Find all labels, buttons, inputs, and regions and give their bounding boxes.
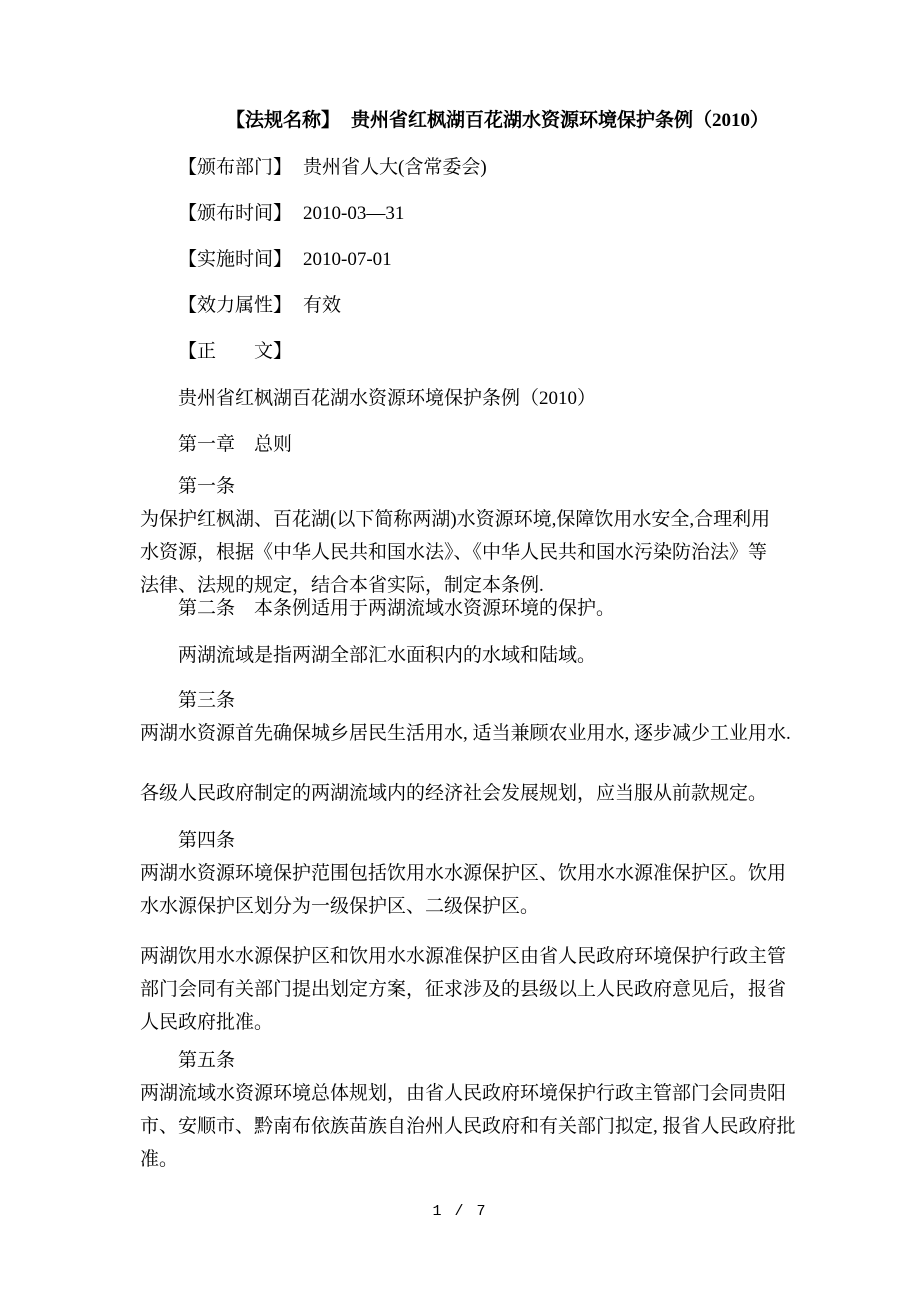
text-line: 第二条 本条例适用于两湖流域水资源环境的保护。: [140, 598, 616, 619]
document-title: [140, 104, 769, 138]
article-5: [140, 1044, 796, 1176]
text-line: 两湖水资源首先确保城乡居民生活用水, 适当兼顾农业用水, 逐步减少工业用水.: [140, 723, 791, 744]
text-line: 各级人民政府制定的两湖流域内的经济社会发展规划，应当服从前款规定。: [140, 783, 768, 804]
text-line: 部门会同有关部门提出划定方案，征求涉及的县级以上人民政府意见后，报省: [140, 979, 787, 1000]
text-line: 两湖水资源环境保护范围包括饮用水水源保护区、饮用水水源准保护区。饮用: [140, 863, 787, 884]
document-title-text: 贵州省红枫湖百花湖水资源环境保护条例（2010）: [351, 110, 770, 131]
text-line: 第三条: [140, 690, 236, 711]
text-line: 市、安顺市、黔南布依族苗族自治州人民政府和有关部门拟定, 报省人民政府批: [140, 1116, 796, 1137]
text-line: 人民政府批准。: [140, 1012, 274, 1033]
meta-row-main-text-marker: [140, 336, 303, 368]
meta-label: 【实施时间】: [178, 249, 293, 270]
chapter-1-heading: [140, 428, 790, 461]
text-line: 贵州省红枫湖百花湖水资源环境保护条例（2010）: [140, 388, 597, 409]
text-line: 两湖流域水资源环境总体规划，由省人民政府环境保护行政主管部门会同贵阳: [140, 1083, 787, 1104]
document-title-label: 【法规名称】: [226, 110, 341, 131]
article-1: [140, 470, 790, 602]
text-line: 第一章 总则: [140, 434, 293, 455]
text-line: 准。: [140, 1149, 179, 1170]
text-line: 法律、法规的规定，结合本省实际，制定本条例.: [140, 575, 544, 596]
meta-value: 2010-07-01: [303, 249, 392, 270]
article-4-paragraph-2: [140, 940, 790, 1039]
article-3: [140, 684, 790, 750]
article-4: [140, 824, 790, 923]
article-2: [140, 592, 790, 625]
article-2-paragraph-2: [140, 639, 790, 672]
text-line: 水资源，根据《中华人民共和国水法》、《中华人民共和国水污染防治法》等: [140, 542, 768, 563]
meta-value: 2010-03—31: [303, 203, 405, 224]
meta-label: 【颁布时间】: [178, 203, 293, 224]
meta-label: 【效力属性】: [178, 295, 293, 316]
text-line: 第四条: [140, 830, 236, 851]
text-line: 第一条: [140, 476, 236, 497]
text-line: 第五条: [140, 1050, 236, 1071]
page-number: 1 / 7: [432, 1203, 488, 1220]
meta-row-effective-date: [140, 244, 392, 276]
meta-row-promulgation-date: [140, 198, 404, 230]
meta-value: 有效: [303, 295, 342, 316]
meta-value: 贵州省人大(含常委会): [303, 157, 487, 178]
text-line: 为保护红枫湖、百花湖(以下简称两湖)水资源环境,保障饮用水安全,合理利用: [140, 509, 771, 530]
text-line: 两湖饮用水水源保护区和饮用水水源准保护区由省人民政府环境保护行政主管: [140, 946, 787, 967]
meta-label: 【颁布部门】: [178, 157, 293, 178]
meta-row-validity-status: [140, 290, 341, 322]
meta-label: 【正 文】: [178, 341, 293, 362]
body-title: [140, 382, 790, 415]
text-line: 两湖流域是指两湖全部汇水面积内的水域和陆域。: [140, 645, 597, 666]
meta-row-issuing-department: [140, 152, 487, 184]
article-3-paragraph-2: [140, 777, 790, 810]
text-line: 水水源保护区划分为一级保护区、二级保护区。: [140, 896, 540, 917]
